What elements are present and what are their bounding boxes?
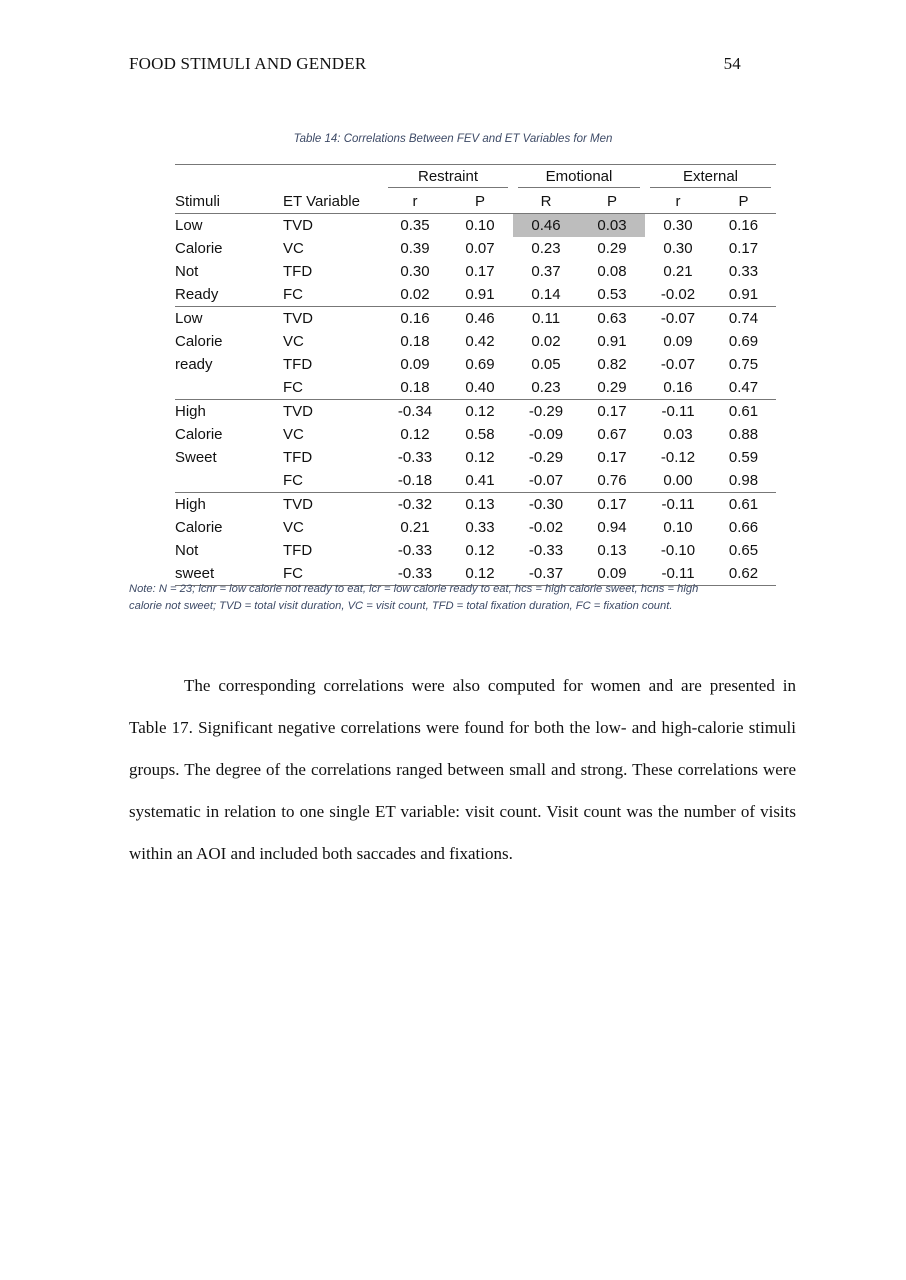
table-row: [175, 446, 776, 469]
column-header-stimuli: Stimuli: [175, 193, 221, 210]
stimuli-cell: Not: [175, 263, 199, 280]
value-cell: 0.00: [663, 472, 693, 489]
et-variable-cell: VC: [283, 426, 304, 443]
value-cell: -0.11: [645, 400, 711, 424]
et-variable-cell: TVD: [283, 400, 383, 424]
table-row: [175, 353, 776, 376]
value-cell: 0.42: [465, 333, 495, 350]
value-cell: 0.30: [400, 263, 430, 280]
et-variable-cell: TFD: [283, 263, 313, 280]
et-variable-cell: VC: [283, 240, 304, 257]
value-cell: 0.40: [465, 379, 495, 396]
value-cell: 0.91: [597, 333, 627, 350]
highlighted-value-cell: 0.03: [579, 214, 645, 238]
value-cell: 0.02: [531, 333, 561, 350]
value-cell: 0.09: [400, 356, 430, 373]
value-cell: 0.29: [597, 379, 627, 396]
stimuli-cell: [175, 376, 283, 400]
value-cell: -0.33: [397, 542, 433, 559]
value-cell: 0.88: [728, 426, 759, 443]
value-cell: 0.11: [513, 307, 579, 331]
value-cell: -0.07: [645, 307, 711, 331]
table-row: [175, 283, 776, 307]
stimuli-cell: Ready: [175, 286, 219, 303]
value-cell: 0.12: [465, 542, 495, 559]
et-variable-cell: TFD: [283, 542, 313, 559]
value-cell: 0.14: [531, 286, 561, 303]
value-cell: 0.74: [711, 307, 776, 331]
value-cell: -0.33: [528, 542, 564, 559]
table-row: [175, 516, 776, 539]
value-cell: 0.30: [645, 214, 711, 238]
et-variable-cell: FC: [283, 286, 303, 303]
value-cell: 0.33: [465, 519, 495, 536]
value-cell: 0.53: [597, 286, 627, 303]
et-variable-cell: VC: [283, 519, 304, 536]
column-header-restraint-p: P: [474, 193, 485, 210]
table-row: [175, 400, 776, 424]
stimuli-cell: Calorie: [175, 426, 223, 443]
value-cell: 0.37: [531, 263, 561, 280]
et-variable-cell: TVD: [283, 493, 383, 517]
value-cell: 0.47: [728, 379, 759, 396]
stimuli-cell: Low: [175, 214, 283, 238]
value-cell: 0.07: [465, 240, 495, 257]
value-cell: 0.17: [597, 449, 627, 466]
et-variable-cell: TFD: [283, 449, 313, 466]
column-header-et-variable: ET Variable: [283, 193, 360, 210]
value-cell: 0.39: [400, 240, 430, 257]
highlighted-value-cell: 0.46: [513, 214, 579, 238]
table-row: [175, 539, 776, 562]
group-header-external: External: [650, 168, 771, 188]
value-cell: 0.98: [728, 472, 759, 489]
value-cell: 0.16: [711, 214, 776, 238]
table-row: [175, 493, 776, 517]
table-row: [175, 330, 776, 353]
value-cell: 0.17: [728, 240, 759, 257]
value-cell: 0.61: [711, 493, 776, 517]
stimuli-cell: High: [175, 493, 283, 517]
running-head-title: FOOD STIMULI AND GENDER: [129, 54, 367, 73]
value-cell: 0.16: [383, 307, 447, 331]
column-header-row: [175, 190, 776, 214]
running-head: [129, 54, 741, 74]
value-cell: 0.62: [711, 562, 776, 586]
table-note: [129, 581, 789, 615]
value-cell: 0.94: [597, 519, 627, 536]
value-cell: 0.69: [728, 333, 759, 350]
stimuli-cell: ready: [175, 356, 213, 373]
value-cell: 0.03: [663, 426, 693, 443]
value-cell: 0.91: [728, 286, 759, 303]
table-row: [175, 469, 776, 493]
stimuli-cell: Sweet: [175, 449, 217, 466]
value-cell: 0.21: [400, 519, 430, 536]
value-cell: 0.63: [579, 307, 645, 331]
et-variable-cell: FC: [283, 472, 303, 489]
et-variable-cell: TFD: [283, 356, 313, 373]
value-cell: 0.02: [400, 286, 430, 303]
stimuli-cell: High: [175, 400, 283, 424]
value-cell: 0.18: [400, 379, 430, 396]
stimuli-cell: Calorie: [175, 333, 223, 350]
value-cell: 0.58: [465, 426, 495, 443]
stimuli-cell: Calorie: [175, 519, 223, 536]
value-cell: 0.30: [663, 240, 693, 257]
value-cell: 0.65: [728, 542, 759, 559]
value-cell: 0.67: [597, 426, 627, 443]
value-cell: -0.02: [660, 286, 696, 303]
value-cell: 0.75: [728, 356, 759, 373]
group-header-restraint: Restraint: [388, 168, 508, 188]
value-cell: 0.46: [447, 307, 513, 331]
value-cell: 0.21: [663, 263, 693, 280]
table-note-line: Note: N = 23; lcnr = low calorie not ready to eat, lcr = low calorie ready to eat, hcs = high calorie sweet, hcns = high: [129, 583, 699, 595]
et-variable-cell: TVD: [283, 307, 383, 331]
correlation-table: [175, 164, 776, 586]
value-cell: 0.61: [711, 400, 776, 424]
value-cell: -0.02: [528, 519, 564, 536]
page-number: 54: [723, 54, 741, 73]
value-cell: 0.82: [597, 356, 627, 373]
stimuli-cell: Calorie: [175, 240, 223, 257]
table-row: [175, 376, 776, 400]
value-cell: 0.13: [597, 542, 627, 559]
value-cell: 0.12: [400, 426, 430, 443]
value-cell: 0.18: [400, 333, 430, 350]
value-cell: -0.11: [645, 493, 711, 517]
table-row: [175, 237, 776, 260]
value-cell: -0.37: [513, 562, 579, 586]
value-cell: 0.05: [531, 356, 561, 373]
value-cell: 0.76: [597, 472, 627, 489]
table-row: [175, 423, 776, 446]
value-cell: 0.09: [663, 333, 693, 350]
value-cell: -0.09: [528, 426, 564, 443]
value-cell: -0.11: [645, 562, 711, 586]
value-cell: 0.12: [447, 562, 513, 586]
value-cell: 0.23: [531, 240, 561, 257]
value-cell: 0.23: [531, 379, 561, 396]
value-cell: 0.08: [597, 263, 627, 280]
group-header-row: [175, 165, 776, 191]
table-row: [175, 214, 776, 238]
value-cell: 0.35: [383, 214, 447, 238]
value-cell: -0.29: [528, 449, 564, 466]
stimuli-cell: Low: [175, 307, 283, 331]
value-cell: 0.33: [728, 263, 759, 280]
body-paragraph: The corresponding correlations were also computed for women and are presented in Table 17. Significant negative correlations were found for both the low- and high-calorie stimuli groups. The degree of the correlations ranged between small and strong. These correlations were systematic in relation to one single ET variable: visit count. Visit count was the number of visits within an AOI and included both saccades and fixations.: [129, 676, 796, 863]
table-row: [175, 260, 776, 283]
value-cell: 0.59: [728, 449, 759, 466]
value-cell: 0.91: [465, 286, 495, 303]
value-cell: -0.18: [397, 472, 433, 489]
value-cell: 0.16: [663, 379, 693, 396]
column-header-external-p: P: [738, 193, 749, 210]
table-note-line: calorie not sweet; TVD = total visit duration, VC = visit count, TFD = total fixation duration, FC = fixation count.: [129, 600, 673, 612]
et-variable-cell: FC: [283, 379, 303, 396]
value-cell: 0.10: [447, 214, 513, 238]
value-cell: -0.30: [513, 493, 579, 517]
stimuli-cell: sweet: [175, 562, 283, 586]
stimuli-cell: [175, 469, 283, 493]
value-cell: -0.33: [383, 562, 447, 586]
value-cell: 0.12: [447, 400, 513, 424]
value-cell: -0.32: [383, 493, 447, 517]
column-header-restraint-r: r: [412, 193, 418, 210]
column-header-emotional-r: R: [540, 193, 552, 210]
value-cell: 0.10: [663, 519, 693, 536]
value-cell: -0.34: [383, 400, 447, 424]
value-cell: -0.07: [528, 472, 564, 489]
stimuli-cell: Not: [175, 542, 199, 559]
value-cell: 0.17: [465, 263, 495, 280]
value-cell: -0.12: [660, 449, 696, 466]
value-cell: -0.10: [660, 542, 696, 559]
value-cell: 0.12: [465, 449, 495, 466]
value-cell: 0.66: [728, 519, 759, 536]
table-caption: Table 14: Correlations Between FEV and ET Variables for Men: [293, 133, 613, 145]
value-cell: 0.17: [579, 493, 645, 517]
value-cell: 0.69: [465, 356, 495, 373]
value-cell: 0.17: [579, 400, 645, 424]
value-cell: -0.07: [660, 356, 696, 373]
value-cell: 0.09: [579, 562, 645, 586]
column-header-external-r: r: [675, 193, 681, 210]
group-header-emotional: Emotional: [518, 168, 639, 188]
value-cell: -0.29: [513, 400, 579, 424]
value-cell: -0.33: [397, 449, 433, 466]
column-header-emotional-p: P: [607, 193, 618, 210]
table-row: [175, 307, 776, 331]
value-cell: 0.13: [447, 493, 513, 517]
et-variable-cell: TVD: [283, 214, 383, 238]
et-variable-cell: VC: [283, 333, 304, 350]
value-cell: 0.41: [465, 472, 495, 489]
et-variable-cell: FC: [283, 562, 383, 586]
body-text: [129, 665, 796, 875]
value-cell: 0.29: [597, 240, 627, 257]
